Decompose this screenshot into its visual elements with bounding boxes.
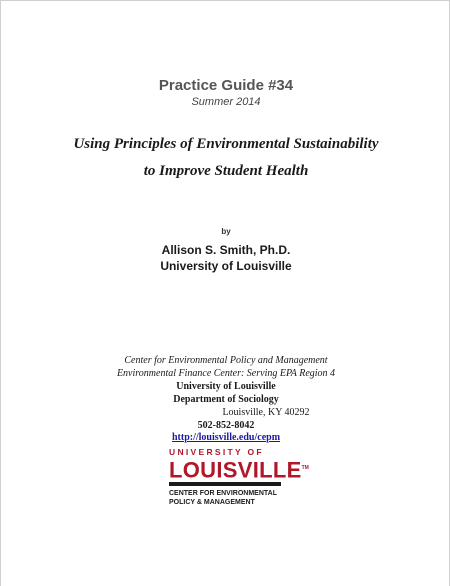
- author-name: Allison S. Smith, Ph.D.: [161, 243, 291, 257]
- logo-rule: [169, 482, 281, 486]
- guide-date: Summer 2014: [191, 96, 261, 108]
- center-phone: 502-852-8042: [197, 420, 255, 431]
- center-university: University of Louisville: [176, 381, 276, 392]
- logo-sub-line-1: CENTER FOR ENVIRONMENTAL: [169, 490, 277, 498]
- university-logo: [169, 447, 309, 507]
- center-department: Department of Sociology: [173, 394, 279, 405]
- center-name: Center for Environmental Policy and Management: [124, 355, 328, 366]
- finance-center: Environmental Finance Center: Serving EPA Region 4: [116, 368, 336, 379]
- logo-trademark: TM: [301, 465, 309, 471]
- document-title-line-1: Using Principles of Environmental Sustainability: [73, 136, 379, 152]
- logo-wordmark: LOUISVILLE: [169, 457, 302, 483]
- author-affiliation: University of Louisville: [160, 259, 292, 273]
- logo-sub-line-2: POLICY & MANAGEMENT: [169, 499, 255, 507]
- logo-main-text: [169, 457, 309, 483]
- center-url-link[interactable]: http://louisville.edu/cepm: [171, 432, 281, 443]
- byline-label: by: [221, 227, 231, 236]
- document-title-line-2: to Improve Student Health: [143, 163, 309, 179]
- logo-top-text: UNIVERSITY OF: [169, 447, 264, 457]
- guide-title: Practice Guide #34: [158, 77, 294, 94]
- center-city: Louisville, KY 40292: [222, 407, 310, 418]
